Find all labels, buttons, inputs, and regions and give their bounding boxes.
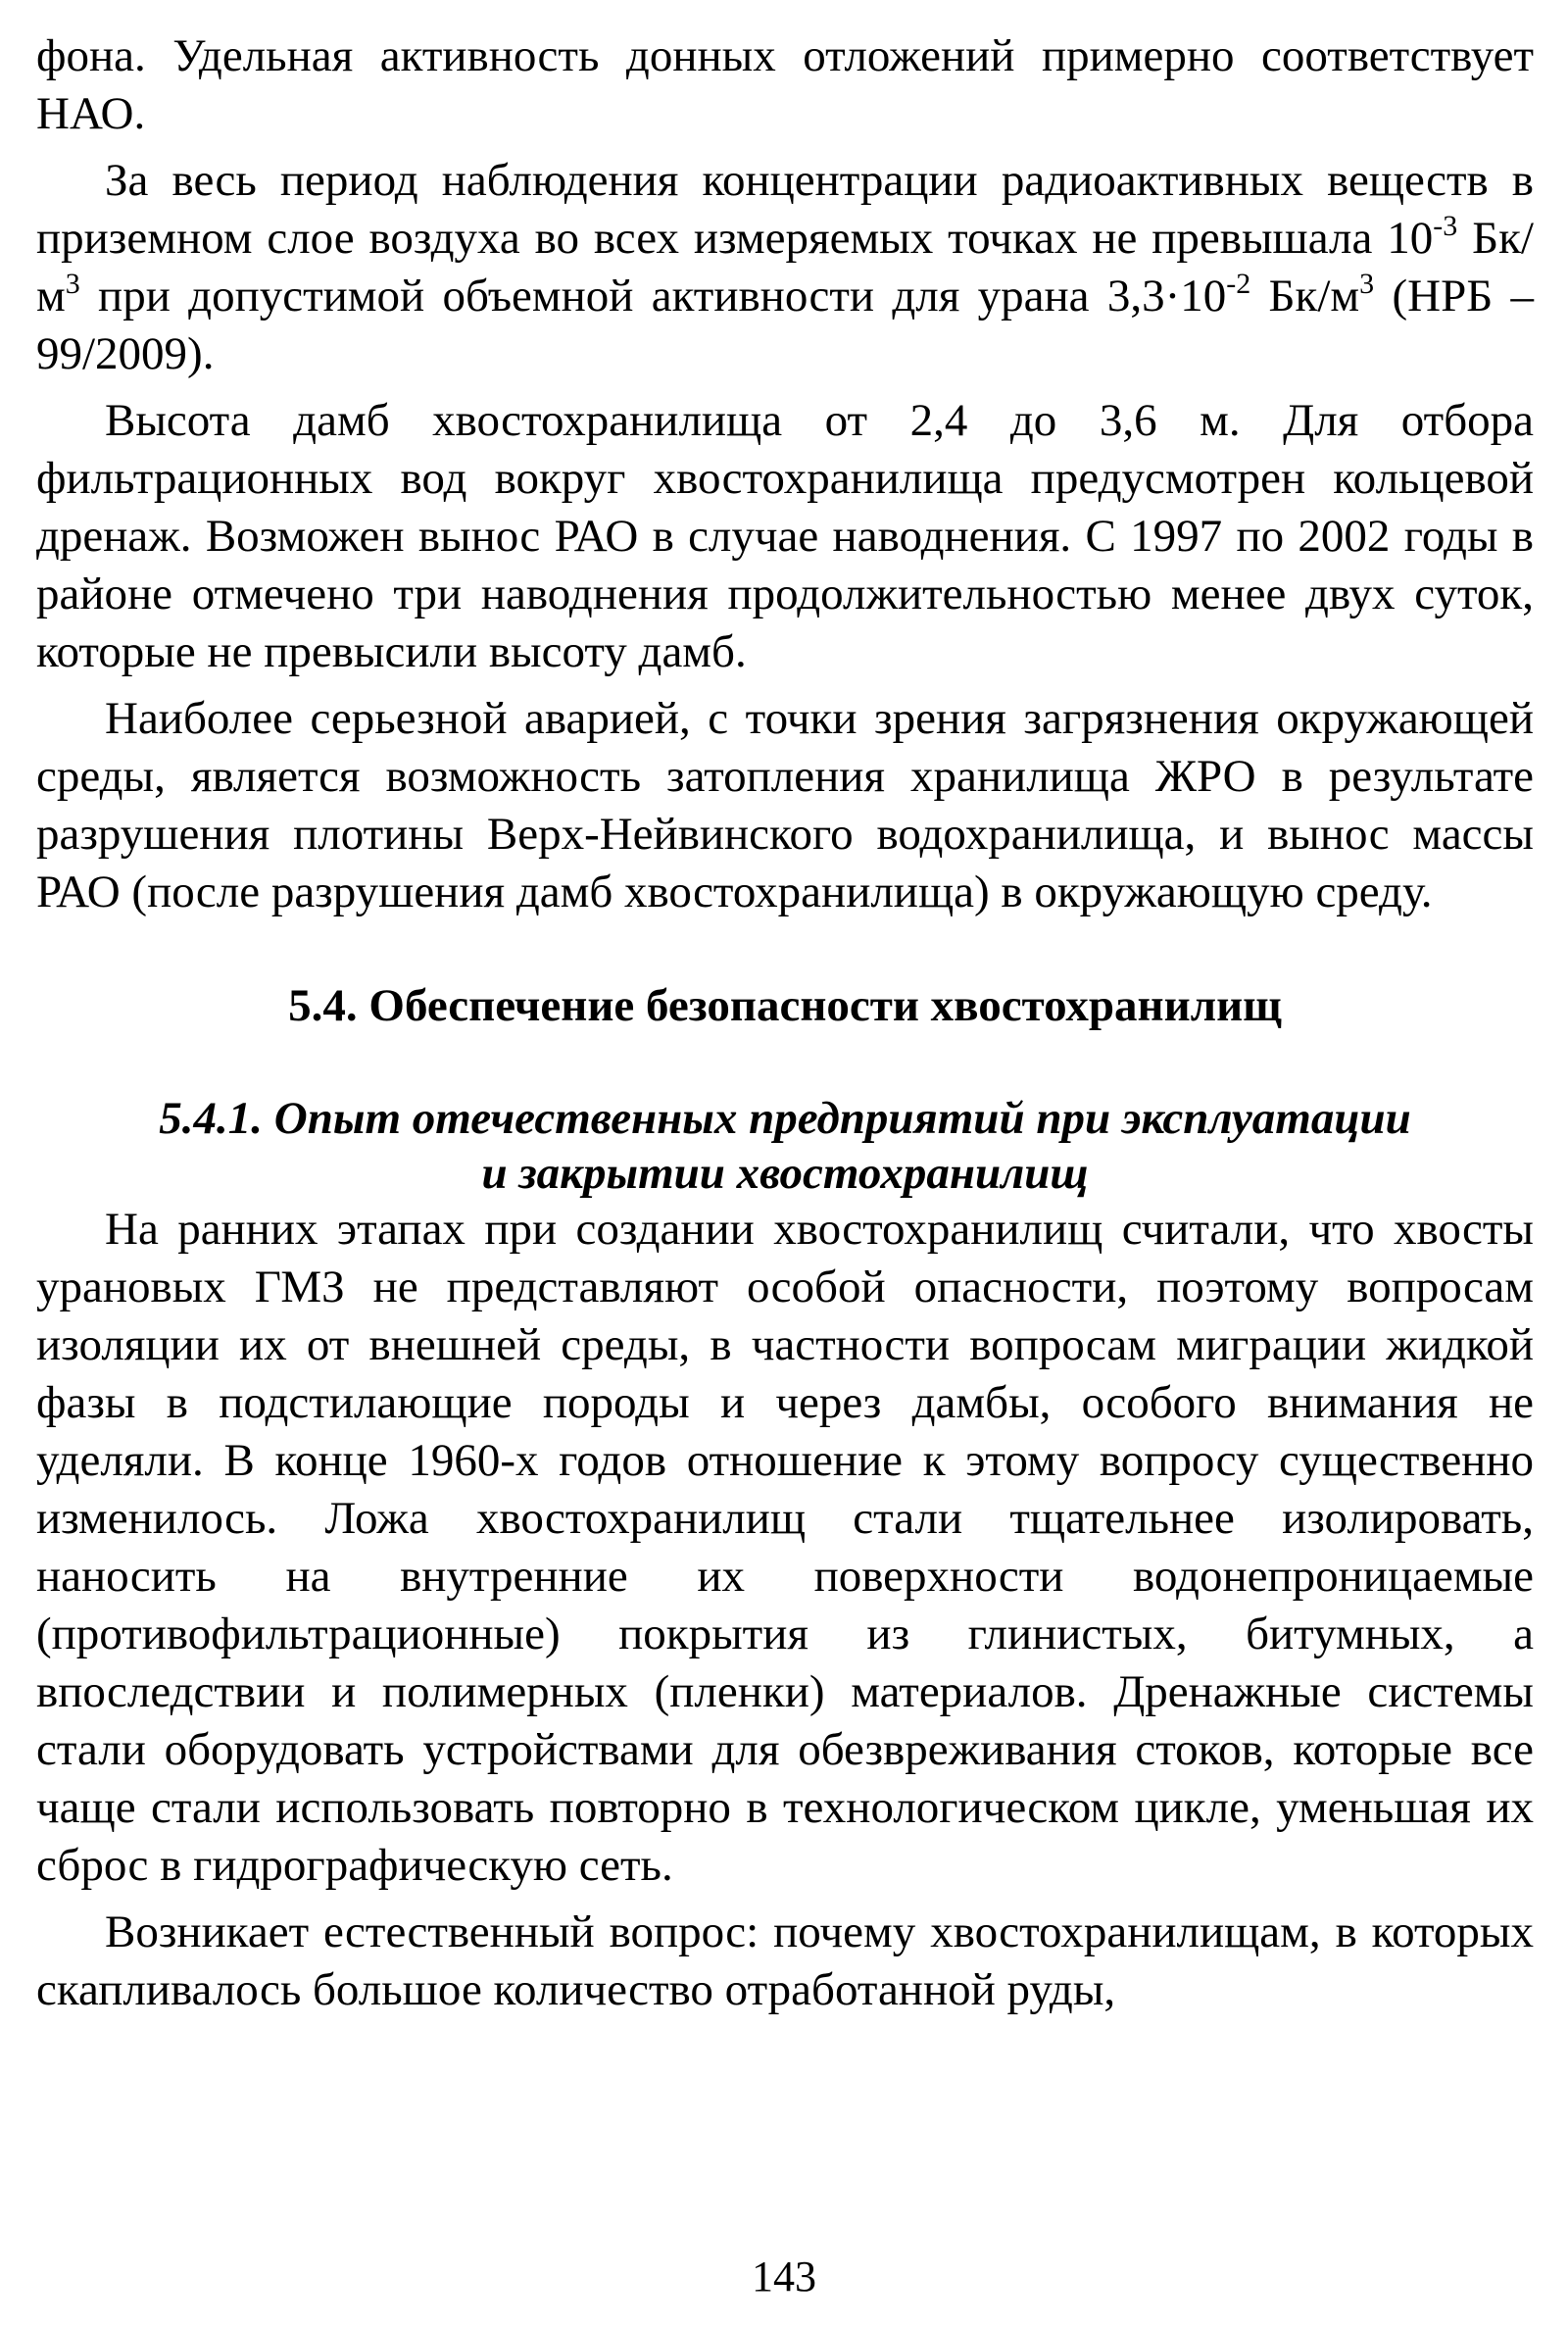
exponent-1: -3 bbox=[1433, 210, 1458, 242]
page-number: 143 bbox=[752, 2252, 816, 2301]
paragraph-1: фона. Удельная активность донных отложений примерно соответствует НАО. bbox=[36, 30, 1534, 139]
paragraph-2-text-e: (НРБ – 99/2009). bbox=[36, 271, 1534, 379]
subsection-heading-line-1: 5.4.1. Опыт отечественных предприятий при эксплуатации bbox=[159, 1093, 1411, 1144]
paragraph-2-text-b: Бк/м bbox=[36, 213, 1534, 322]
exponent-3: -2 bbox=[1226, 268, 1251, 300]
paragraph-4: Наиболее серьезной аварией, с точки зрения загрязнения окружающей среды, является возможность затопления хранилища ЖРО в результате разрушения плотины Верх-Нейвинского водохранилища, и вынос массы РАО (после разрушения дамб хвостохранилища) в окружающую среду. bbox=[36, 693, 1534, 917]
paragraph-2-text-a: За весь период наблюдения концентрации радиоактивных веществ в приземном слое воздуха во всех измеряемых точках не превышала 10 bbox=[36, 155, 1534, 264]
paragraph-3: Высота дамб хвостохранилища от 2,4 до 3,6 м. Для отбора фильтрационных вод вокруг хвостохранилища предусмотрен кольцевой дренаж. Возможен вынос РАО в случае наводнения. С 1997 по 2002 годы в районе отмечено три наводнения продолжительностью менее двух суток, которые не превысили высоту дамб. bbox=[36, 395, 1534, 677]
document-page bbox=[36, 27, 1534, 2019]
paragraph-5: На ранних этапах при создании хвостохранилищ считали, что хвосты урановых ГМЗ не представляют особой опасности, поэтому вопросам изоляции их от внешней среды, в частности вопросам миграции жидкой фазы в подстилающие породы и через дамбы, особого внимания не уделяли. В конце 1960-х годов отношение к этому вопросу существенно изменилось. Ложа хвостохранилищ стали тщательнее изолировать, наносить на внутренние их поверхности водонепроницаемые (противофильтрационные) покрытия из глинистых, битумных, а впоследствии и полимерных (пленки) материалов. Дренажные системы стали оборудовать устройствами для обезвреживания стоков, которые все чаще стали использовать повторно в технологическом цикле, уменьшая их сброс в гидрографическую сеть. bbox=[36, 1204, 1534, 1891]
paragraph-6: Возникает естественный вопрос: почему хвостохранилищам, в которых скапливалось большое количество отработанной руды, bbox=[36, 1906, 1534, 2015]
paragraph-2-text-c: при допустимой объемной активности для урана 3,3·10 bbox=[79, 271, 1227, 322]
exponent-4: 3 bbox=[1359, 268, 1375, 300]
paragraph-2 bbox=[36, 152, 1534, 383]
subsection-heading-line-2: и закрытии хвостохранилищ bbox=[481, 1148, 1089, 1199]
subsection-heading bbox=[36, 1091, 1534, 1201]
paragraph-2-text-d: Бк/м bbox=[1250, 271, 1360, 322]
section-heading: 5.4. Обеспечение безопасности хвостохранилищ bbox=[288, 980, 1282, 1031]
exponent-2: 3 bbox=[65, 268, 80, 300]
